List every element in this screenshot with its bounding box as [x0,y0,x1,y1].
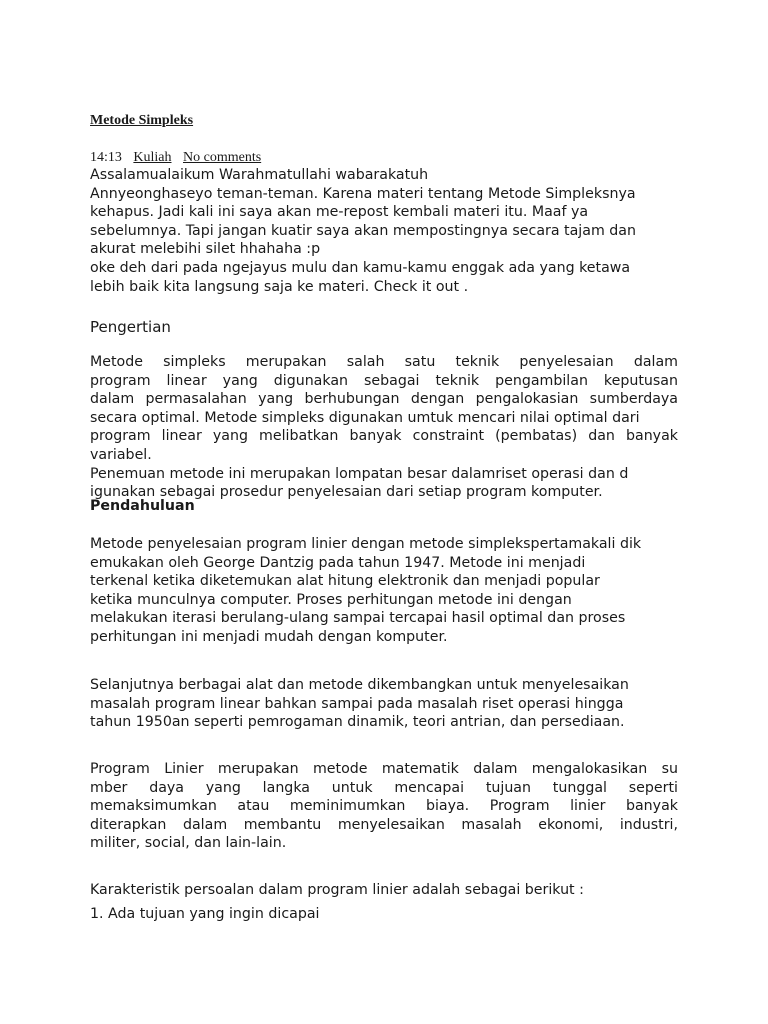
pendahuluan-line: diterapkan dalam membantu menyelesaikan masalah ekonomi, industri, [90,816,678,833]
intro-line: kehapus. Jadi kali ini saya akan me-repost kembali materi itu. Maaf ya [90,204,589,221]
pendahuluan-line: emukakan oleh George Dantzig pada tahun 1947. Metode ini menjadi [90,554,586,571]
list-item [90,905,678,924]
pendahuluan-paragraph-4 [90,881,678,900]
intro-line: Annyeonghaseyo teman-teman. Karena materi tentang Metode Simpleksnya [90,185,636,202]
pendahuluan-line: Metode penyelesaian program linier dengan metode simplekspertamakali dik [90,536,642,552]
pengertian-line: Penemuan metode ini merupakan lompatan besar dalamriset operasi dan d [90,465,629,482]
pendahuluan-line: mber daya yang langka untuk mencapai tujuan tunggal seperti [90,779,678,796]
pendahuluan-paragraph-2 [90,676,678,732]
intro-line: lebih baik kita langsung saja ke materi. Check it out . [90,278,469,295]
post-title: Metode Simpleks [90,113,194,128]
pendahuluan-line: masalah program linear bahkan sampai pada masalah riset operasi hingga [90,695,624,712]
pengertian-line: Metode simpleks merupakan salah satu teknik penyelesaian dalam [90,354,678,370]
pengertian-line: program linear yang melibatkan banyak constraint (pembatas) dan banyak [90,428,678,445]
section-heading-pengertian: Pengertian [90,318,171,336]
pendahuluan-paragraph-3 [90,760,678,853]
pendahuluan-line: perhitungan ini menjadi mudah dengan komputer. [90,628,448,645]
pengertian-line: variabel. [90,446,152,463]
pendahuluan-line: Karakteristik persoalan dalam program linier adalah sebagai berikut : [90,882,584,898]
intro-line: oke deh dari pada ngejayus mulu dan kamu-kamu enggak ada yang ketawa [90,259,631,276]
pengertian-line: igunakan sebagai prosedur penyelesaian dari setiap program komputer. [90,484,603,501]
pendahuluan-line: tahun 1950an seperti pemrogaman dinamik, teori antrian, dan persediaan. [90,714,625,731]
pendahuluan-line: memaksimumkan atau meminimumkan biaya. Program linier banyak [90,798,678,815]
post-time: 14:13 [90,150,122,165]
pengertian-paragraph [90,353,678,502]
pengertian-line: program linear yang digunakan sebagai teknik pengambilan keputusan [90,372,678,389]
pendahuluan-line: ketika munculnya computer. Proses perhitungan metode ini dengan [90,591,572,608]
intro-line: sebelumnya. Tapi jangan kuatir saya akan mempostingnya secara tajam dan [90,222,636,239]
pendahuluan-line: militer, social, dan lain-lain. [90,835,287,852]
pengertian-line: secara optimal. Metode simpleks digunakan umtuk mencari nilai optimal dari [90,409,640,426]
pendahuluan-line: melakukan iterasi berulang-ulang sampai tercapai hasil optimal dan proses [90,610,626,627]
section-heading-pendahuluan: Pendahuluan [90,498,195,514]
pendahuluan-line: terkenal ketika diketemukan alat hitung elektronik dan menjadi popular [90,573,600,590]
list-item-text: 1. Ada tujuan yang ingin dicapai [90,906,320,922]
pendahuluan-paragraph-1 [90,535,678,647]
pengertian-line: dalam permasalahan yang berhubungan dengan pengalokasian sumberdaya [90,391,678,408]
category-link[interactable]: Kuliah [133,150,172,165]
pendahuluan-line: Program Linier merupakan metode matematik dalam mengalokasikan su [90,761,678,777]
pendahuluan-line: Selanjutnya berbagai alat dan metode dikembangkan untuk menyelesaikan [90,677,629,693]
comments-link[interactable]: No comments [183,150,262,165]
intro-line: akurat melebihi silet hhahaha :p [90,241,321,258]
intro-paragraph [90,166,678,296]
post-meta [90,150,261,166]
intro-line: Assalamualaikum Warahmatullahi wabarakatuh [90,167,429,183]
